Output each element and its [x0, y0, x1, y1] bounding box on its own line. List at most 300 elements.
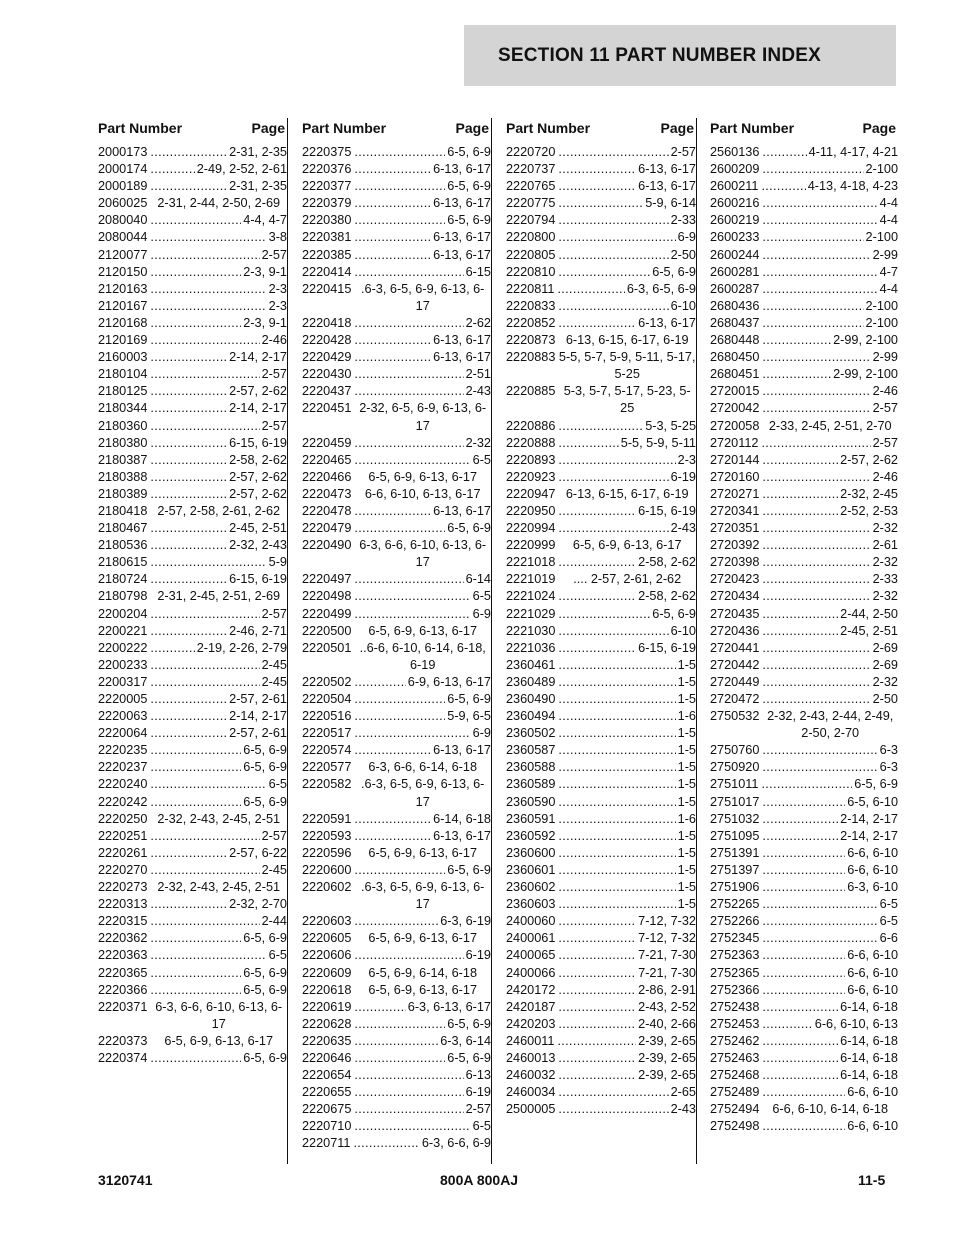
- part-number: 2220380: [302, 213, 352, 228]
- page-references-text: .6-3, 6-5, 6-9, 6-13, 6-17: [360, 880, 485, 912]
- part-number: 2220500: [302, 623, 352, 638]
- part-number: 2720112: [710, 435, 759, 450]
- index-column-1: [98, 118, 288, 1164]
- index-entry: [302, 486, 491, 503]
- page-references: [354, 640, 491, 674]
- page-references-text: 2-43: [670, 521, 696, 536]
- page-references-text: 2-100: [865, 162, 898, 177]
- part-number: 2220366: [98, 982, 148, 997]
- page-references-text: 6-13, 6-17: [433, 230, 491, 245]
- index-entry: [302, 161, 491, 178]
- page-references: [354, 982, 491, 999]
- part-number: 2220609: [302, 965, 352, 980]
- index-entry: [98, 708, 287, 725]
- page-references-text: 2-31, 2-35: [229, 145, 287, 159]
- index-entry: [302, 828, 491, 845]
- page-references: [558, 1084, 696, 1101]
- part-number: 2752494: [710, 1102, 760, 1117]
- page-references-text: 2-58, 2-62: [229, 452, 287, 467]
- part-number: 2200222: [98, 640, 148, 655]
- page-references: [354, 264, 491, 281]
- index-entry: [506, 554, 696, 571]
- part-number: 2220377: [302, 179, 352, 194]
- page-references-text: 1-5: [677, 674, 696, 689]
- index-entry: [710, 794, 898, 811]
- index-entry: [98, 896, 287, 913]
- page-references-text: 4-4: [879, 196, 898, 211]
- part-number: 2220437: [302, 384, 352, 399]
- index-entry: [506, 435, 696, 452]
- index-entry: [506, 674, 696, 691]
- page-references: [150, 606, 287, 623]
- part-number: 2751011: [710, 777, 759, 792]
- page-references: [150, 298, 287, 315]
- page-references: [150, 999, 287, 1033]
- page-references-text: 7-12, 7-32: [638, 931, 696, 946]
- page-header: Page: [862, 120, 896, 136]
- page-references-text: 2-57, 2-61: [229, 726, 287, 741]
- index-entry: [710, 1033, 898, 1050]
- page-references: [762, 845, 898, 862]
- page-references: [762, 229, 898, 246]
- page-references-text: 6-5, 6-9: [447, 145, 491, 159]
- index-entry: [506, 503, 696, 520]
- page-references-text: 2-14, 2-17: [840, 811, 898, 826]
- part-number: 2220885: [506, 384, 556, 399]
- index-entry: [710, 503, 898, 520]
- part-number: 2200233: [98, 657, 148, 672]
- page-references-text: 2-57: [872, 435, 898, 450]
- index-entry: [506, 349, 696, 383]
- index-entry: [98, 606, 287, 623]
- page-references: [762, 332, 898, 349]
- index-entry: [506, 708, 696, 725]
- page-references: [150, 264, 287, 281]
- part-number: 2680448: [710, 333, 760, 348]
- index-entry: [98, 742, 287, 759]
- page-references-text: 6-13, 6-17: [433, 503, 491, 518]
- index-entry: [710, 1118, 898, 1135]
- index-column-4: [710, 118, 898, 1164]
- page-references: [150, 794, 287, 811]
- index-entry: [98, 435, 287, 452]
- part-number: 2080040: [98, 213, 148, 228]
- part-number: 2220775: [506, 196, 556, 211]
- page-references-text: 6-5, 6-9, 6-13, 6-17: [368, 469, 478, 484]
- index-entry: [710, 486, 898, 503]
- page-references: [558, 537, 696, 554]
- page-references-text: 2-49, 2-52, 2-61: [196, 162, 287, 177]
- index-entry: [506, 1067, 696, 1084]
- page-references-text: 2-57, 2-62: [229, 486, 287, 501]
- index-entry: [98, 845, 287, 862]
- page-references-text: 4-4: [879, 213, 898, 228]
- part-number: 2220800: [506, 230, 556, 245]
- page-references: [558, 657, 696, 674]
- index-entry: [506, 229, 696, 246]
- page-references: [558, 178, 696, 195]
- page-references-text: 2-3, 9-1: [243, 315, 287, 330]
- page-references-text: 6-5: [268, 777, 287, 792]
- page-references-text: 6-3, 6-10: [847, 880, 898, 895]
- part-number: 2600244: [710, 247, 760, 262]
- page-references-text: 1-5: [677, 760, 696, 775]
- index-entry: [506, 640, 696, 657]
- index-entry: [710, 674, 898, 691]
- page-references: [150, 623, 287, 640]
- part-number: 2680436: [710, 298, 760, 313]
- page-references: [762, 742, 898, 759]
- page-references-text: 1-5: [677, 726, 696, 741]
- part-number: 2220737: [506, 162, 556, 177]
- index-entry: [710, 281, 898, 298]
- part-number: 2420172: [506, 982, 556, 997]
- page-references: [762, 708, 898, 742]
- part-number: 2180104: [98, 367, 148, 382]
- index-entry: [302, 1135, 491, 1152]
- index-entry: [710, 212, 898, 229]
- index-entry: [506, 383, 696, 417]
- part-number: 2221029: [506, 606, 556, 621]
- part-number: 2220451: [302, 401, 352, 416]
- index-entry: [302, 930, 491, 947]
- index-entry: [506, 1050, 696, 1067]
- page-references-text: 6-14, 6-18: [840, 999, 898, 1014]
- page-references: [150, 554, 287, 571]
- part-number: 2220591: [302, 811, 352, 826]
- part-number: 2360602: [506, 880, 556, 895]
- page-references: [558, 965, 696, 982]
- part-number: 2220415: [302, 281, 352, 296]
- part-number: 2720015: [710, 384, 760, 399]
- part-number: 2720271: [710, 486, 760, 501]
- page-references: [762, 896, 898, 913]
- index-entry: [302, 811, 491, 828]
- part-number: 2600281: [710, 264, 760, 279]
- index-entry: [710, 999, 898, 1016]
- index-entry: [98, 418, 287, 435]
- page-references: [150, 469, 287, 486]
- page-references: [558, 247, 696, 264]
- part-number: 2220379: [302, 196, 352, 211]
- page-references: [762, 691, 898, 708]
- part-number: 2220490: [302, 538, 352, 553]
- index-entry: [710, 1050, 898, 1067]
- part-number: 2751397: [710, 862, 760, 877]
- page-references: [354, 281, 491, 315]
- index-entry: [302, 349, 491, 366]
- page-references: [150, 879, 287, 896]
- page-references: [762, 947, 898, 964]
- part-number: 2220810: [506, 264, 556, 279]
- part-number: 2220600: [302, 862, 352, 877]
- part-number: 2220603: [302, 914, 352, 929]
- page-references-text: 6-5: [472, 452, 491, 467]
- part-number: 2221024: [506, 589, 556, 604]
- part-number: 2220873: [506, 333, 556, 348]
- page-references-text: 6-6, 6-10: [847, 1085, 898, 1100]
- part-number: 2180360: [98, 418, 148, 433]
- page-references-text: ..6-6, 6-10, 6-14, 6-18, 6-19: [359, 640, 486, 672]
- part-number: 2220710: [302, 1119, 352, 1134]
- index-entry: [98, 144, 287, 161]
- index-entry: [98, 879, 287, 896]
- part-number: 2220654: [302, 1068, 352, 1083]
- page-references: [558, 691, 696, 708]
- page-references: [354, 366, 491, 383]
- page-references-text: 1-5: [677, 777, 696, 792]
- index-entry: [710, 435, 898, 452]
- part-number: 2600209: [710, 162, 760, 177]
- index-entry: [710, 264, 898, 281]
- part-number: 2220371: [98, 999, 148, 1014]
- index-entry: [98, 486, 287, 503]
- part-number: 2720435: [710, 606, 760, 621]
- page-references: [762, 195, 898, 212]
- page-references-text: 6-19: [465, 1085, 491, 1100]
- page-references-text: 2-43: [465, 384, 491, 399]
- page-references: [150, 811, 287, 828]
- index-entry: [506, 896, 696, 913]
- page-references: [762, 828, 898, 845]
- index-entry: [506, 691, 696, 708]
- page-references-text: 6-3, 6-6, 6-10, 6-13, 6-17: [359, 538, 487, 570]
- page-references: [150, 674, 287, 691]
- page-references-text: 2-57, 2-61: [229, 692, 287, 706]
- part-number: 2220646: [302, 1050, 352, 1065]
- page-references: [558, 845, 696, 862]
- part-number: 2220414: [302, 264, 352, 279]
- page-references: [150, 828, 287, 845]
- page-references-text: 2-3, 9-1: [243, 264, 287, 279]
- part-number: 2420203: [506, 1016, 556, 1031]
- page-references-text: 2-69: [872, 640, 898, 655]
- index-entry: [98, 229, 287, 246]
- page-references-text: 2-14, 2-17: [229, 709, 287, 724]
- page-references: [558, 606, 696, 623]
- index-entry: [710, 366, 898, 383]
- page-references: [354, 571, 491, 588]
- part-number: 2220250: [98, 811, 148, 826]
- index-entry: [302, 913, 491, 930]
- page-references: [354, 435, 491, 452]
- index-entry: [710, 691, 898, 708]
- index-entry: [506, 537, 696, 554]
- index-entry: [710, 759, 898, 776]
- index-entry: [710, 247, 898, 264]
- index-entry: [710, 554, 898, 571]
- part-number: 2220765: [506, 179, 556, 194]
- part-number: 2220362: [98, 931, 148, 946]
- part-number: 2220261: [98, 845, 148, 860]
- page-references-text: 4-4, 4-7: [243, 213, 287, 228]
- index-entry: [710, 1084, 898, 1101]
- page-references: [354, 947, 491, 964]
- page-references: [762, 811, 898, 828]
- page-references: [150, 229, 287, 246]
- page-references: [150, 913, 287, 930]
- part-number: 2752365: [710, 965, 760, 980]
- index-entry: [506, 657, 696, 674]
- part-number-header: Part Number: [302, 120, 387, 136]
- part-number: 2360603: [506, 897, 556, 912]
- page-references: [354, 212, 491, 229]
- index-entry: [710, 383, 898, 400]
- part-number: 2220479: [302, 521, 352, 536]
- index-entry: [506, 332, 696, 349]
- index-entry: [710, 606, 898, 623]
- index-entry: [506, 1016, 696, 1033]
- part-number-header: Part Number: [98, 120, 183, 136]
- page-references-text: 6-9: [472, 606, 491, 621]
- page-references: [762, 982, 898, 999]
- index-entry: [302, 247, 491, 264]
- page-references-text: 2-57, 2-62: [229, 469, 287, 484]
- index-entry: [710, 1016, 898, 1033]
- page-references: [150, 418, 287, 435]
- index-entry: [98, 776, 287, 793]
- page-references: [354, 144, 491, 161]
- index-entry: [710, 623, 898, 640]
- index-entry: [98, 383, 287, 400]
- index-entry: [98, 298, 287, 315]
- page-references: [762, 999, 898, 1016]
- page-references-text: 6-5, 6-9: [447, 521, 491, 536]
- page-references: [150, 366, 287, 383]
- page-references: [354, 1067, 491, 1084]
- part-number: 2220374: [98, 1050, 148, 1065]
- part-number: 2560136: [710, 145, 760, 159]
- part-number-header: Part Number: [710, 120, 795, 136]
- page-references: [762, 486, 898, 503]
- page-references: [354, 725, 491, 742]
- page-references-text: 1-5: [677, 657, 696, 672]
- page-references-text: 2-32, 2-43, 2-45, 2-51: [157, 880, 281, 895]
- page-references: [150, 1033, 287, 1050]
- page-references-text: 6-5, 6-9: [447, 1050, 491, 1065]
- page-references: [762, 281, 898, 298]
- page-references-text: 2-32, 2-43: [229, 538, 287, 553]
- part-number: 2360589: [506, 777, 556, 792]
- page-references: [354, 1033, 491, 1050]
- page-references: [558, 315, 696, 332]
- part-number: 2720144: [710, 452, 760, 467]
- index-entry: [98, 178, 287, 195]
- index-entry: [506, 418, 696, 435]
- index-entry: [302, 195, 491, 212]
- part-number: 2360494: [506, 709, 556, 724]
- page-references-text: 6-5: [472, 589, 491, 604]
- index-entry: [98, 913, 287, 930]
- page-references-text: 2-14, 2-17: [840, 828, 898, 843]
- page-references: [354, 332, 491, 349]
- index-entry: [710, 588, 898, 605]
- index-entry: [302, 1084, 491, 1101]
- page-references: [354, 759, 491, 776]
- page-references-text: 6-15: [465, 264, 491, 279]
- page-references: [354, 503, 491, 520]
- index-entry: [710, 930, 898, 947]
- page-references-text: 6-9: [472, 726, 491, 741]
- part-number: 2221018: [506, 555, 556, 570]
- index-entry: [506, 195, 696, 212]
- part-number: 2752468: [710, 1068, 760, 1083]
- page-references: [558, 1016, 696, 1033]
- page-references-text: 6-6, 6-10: [847, 982, 898, 997]
- part-number: 2220501: [302, 640, 352, 655]
- page-references: [762, 1050, 898, 1067]
- part-number: 2680451: [710, 367, 760, 382]
- part-number: 2220504: [302, 692, 352, 706]
- index-entry: [506, 1101, 696, 1118]
- index-entry: [506, 845, 696, 862]
- index-entry: [98, 195, 287, 212]
- part-number: 2720423: [710, 572, 760, 587]
- part-number: 2500005: [506, 1102, 556, 1117]
- page-references-text: 6-5, 6-9: [447, 862, 491, 877]
- part-number: 2220582: [302, 777, 352, 792]
- index-entry: [506, 247, 696, 264]
- index-entry: [506, 1084, 696, 1101]
- part-number: 2220315: [98, 914, 148, 929]
- part-number: 2180125: [98, 384, 148, 399]
- part-number: 2120163: [98, 281, 148, 296]
- page-references: [150, 178, 287, 195]
- page-references: [762, 965, 898, 982]
- index-entry: [98, 1050, 287, 1067]
- part-number: 2600219: [710, 213, 760, 228]
- index-entry: [98, 794, 287, 811]
- part-number: 2180388: [98, 469, 148, 484]
- index-entry: [98, 315, 287, 332]
- page-references: [354, 229, 491, 246]
- page-references-text: 6-5, 6-9, 6-14, 6-18: [368, 965, 478, 980]
- page-references: [762, 1084, 898, 1101]
- index-entry: [506, 486, 696, 503]
- part-number: 2220502: [302, 674, 352, 689]
- page-references-text: 6-6, 6-10: [847, 1119, 898, 1134]
- page-references-text: 1-5: [677, 692, 696, 706]
- page-references-text: 4-11, 4-17, 4-21: [808, 145, 898, 159]
- index-entry: [302, 315, 491, 332]
- page-references-text: 2-43: [670, 1102, 696, 1117]
- part-number: 2180467: [98, 521, 148, 536]
- page-references: [762, 264, 898, 281]
- index-entry: [302, 1016, 491, 1033]
- index-entry: [98, 640, 287, 657]
- index-entry: [302, 400, 491, 434]
- page-references: [150, 435, 287, 452]
- part-number: 2220497: [302, 572, 352, 587]
- part-number: 2600287: [710, 281, 760, 296]
- index-entry: [506, 947, 696, 964]
- page-references-text: 2-57: [261, 367, 287, 382]
- part-number: 2400065: [506, 948, 556, 963]
- part-number: 2360588: [506, 760, 556, 775]
- page-references-text: 6-5, 6-9: [854, 777, 898, 792]
- index-entry: [710, 965, 898, 982]
- part-number: 2220833: [506, 298, 556, 313]
- page-references-text: 2-62: [465, 315, 491, 330]
- part-number: 2751017: [710, 794, 760, 809]
- part-number: 2220602: [302, 880, 352, 895]
- page-references: [150, 281, 287, 298]
- page-references: [354, 1101, 491, 1118]
- page-references: [762, 623, 898, 640]
- page-references: [354, 469, 491, 486]
- part-number: 2360490: [506, 692, 556, 706]
- index-entry: [506, 828, 696, 845]
